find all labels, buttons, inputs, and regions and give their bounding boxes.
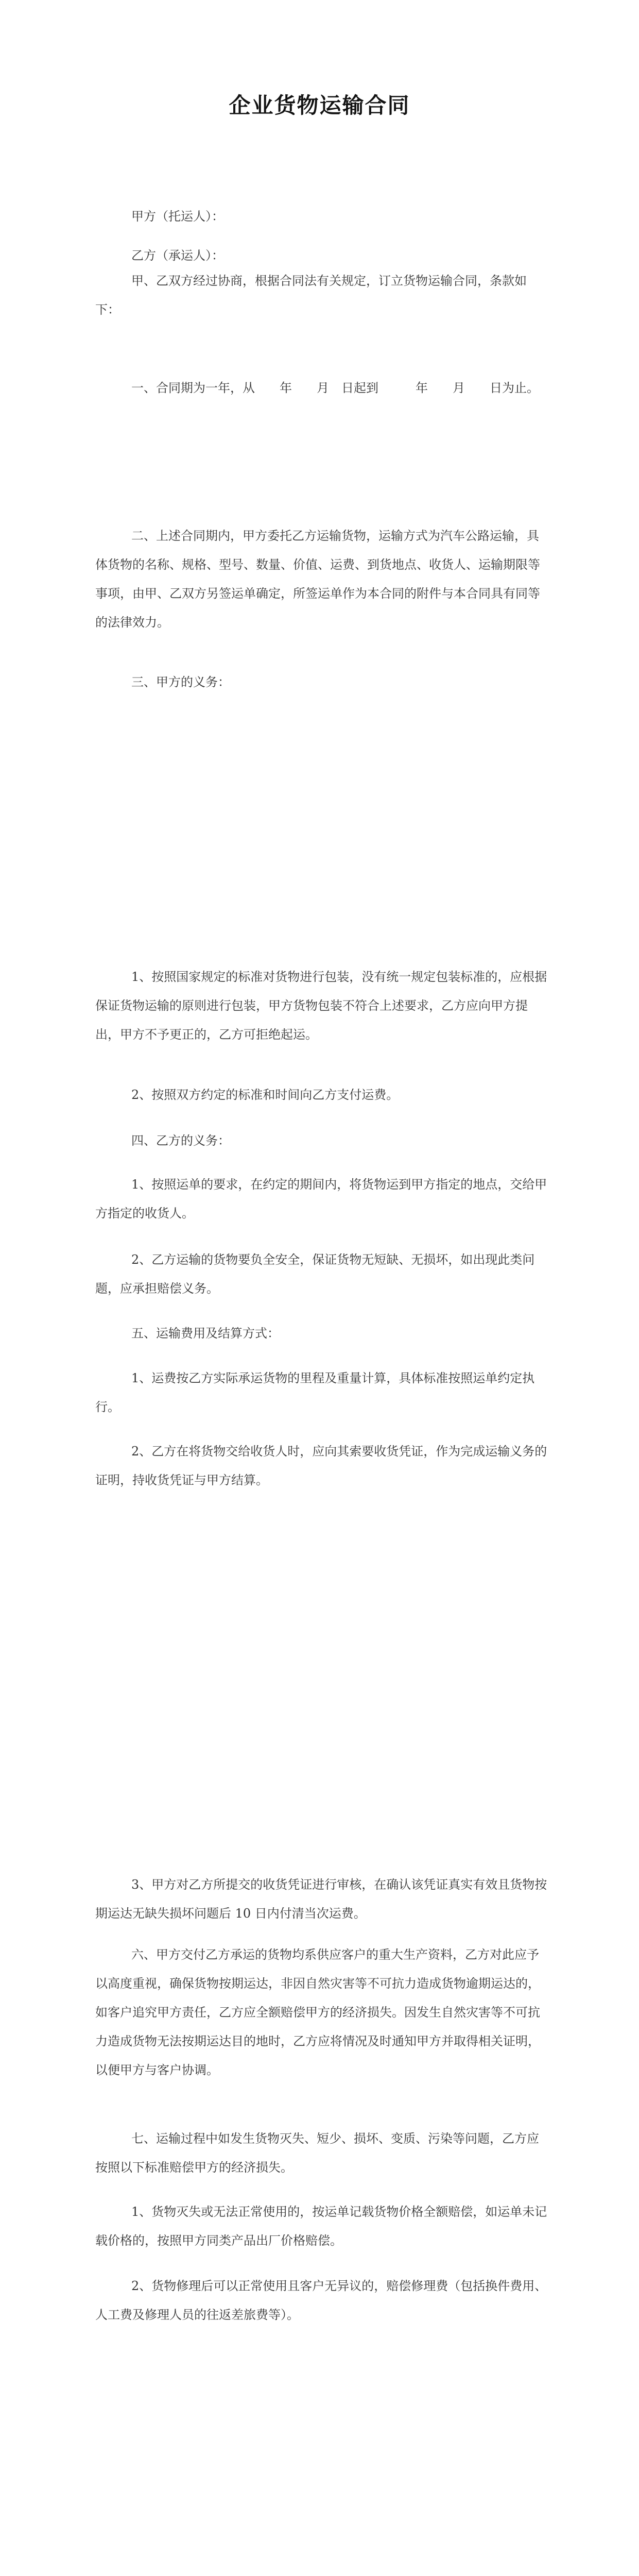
document-title: 企业货物运输合同 [229,93,410,118]
clause-7: 七、运输过程中如发生货物灭失、短少、损坏、变质、污染等问题，乙方应按照以下标准赔偿甲方的经济损失。 [95,2131,539,2175]
clause-5-item-3: 3、甲方对乙方所提交的收货凭证进行审核，在确认该凭证真实有效且货物按期运达无缺失损坏问题后 10 日内付清当次运费。 [95,1877,547,1921]
party-a-line: 甲方（托运人）： [131,209,224,224]
clause-6: 六、甲方交付乙方承运的货物均系供应客户的重大生产资料，乙方对此应予以高度重视，确保货物按期运达，非因自然灾害等不可抗力造成货物逾期运达的，如客户追究甲方责任，乙方应全额赔偿甲方的经济损失。因发生自然灾害等不可抗力造成货物无法按期运达目的地时，乙方应将情况及时通知甲方并取得相关证明，以便甲方与客户协调。 [95,1947,540,2077]
party-b-line: 乙方（承运人）： [131,248,224,263]
clause-5-item-2: 2、乙方在将货物交给收货人时，应向其索要收货凭证，作为完成运输义务的证明，持收货凭证与甲方结算。 [95,1444,547,1487]
clause-2: 二、上述合同期内，甲方委托乙方运输货物，运输方式为汽车公路运输，具体货物的名称、规格、型号、数量、价值、运费、到货地点、收货人、运输期限等事项，由甲、乙双方另签运单确定，所签运单作为本合同的附件与本合同具有同等的法律效力。 [95,529,540,630]
clause-3-item-2: 2、按照双方约定的标准和时间向乙方支付运费。 [131,1088,399,1102]
clause-7-item-1: 1、货物灭失或无法正常使用的，按运单记载货物价格全额赔偿，如运单未记载价格的，按照甲方同类产品出厂价格赔偿。 [95,2205,547,2248]
clause-4-item-2: 2、乙方运输的货物要负全安全，保证货物无短缺、无损坏，如出现此类问题，应承担赔偿义务。 [95,1252,535,1296]
clause-7-item-2: 2、货物修理后可以正常使用且客户无异议的，赔偿修理费（包括换件费用、人工费及修理人员的往返差旅费等）。 [95,2279,547,2322]
preamble: 甲、乙双方经过协商，根据合同法有关规定，订立货物运输合同，条款如下： [95,274,527,317]
clause-5-item-1: 1、运费按乙方实际承运货物的里程及重量计算，具体标准按照运单约定执行。 [95,1371,535,1414]
clause-3-item-1: 1、按照国家规定的标准对货物进行包装，没有统一规定包装标准的，应根据保证货物运输的原则进行包装，甲方货物包装不符合上述要求，乙方应向甲方提出，甲方不予更正的，乙方可拒绝起运。 [95,970,547,1042]
clause-1: 一、合同期为一年，从 年 月 日起到 年 月 日为止。 [131,381,539,395]
clause-3-heading: 三、甲方的义务： [131,675,230,689]
clause-5-heading: 五、运输费用及结算方式： [131,1326,280,1341]
clause-4-heading: 四、乙方的义务： [131,1133,230,1148]
clause-4-item-1: 1、按照运单的要求，在约定的期间内，将货物运到甲方指定的地点，交给甲方指定的收货人。 [95,1177,547,1221]
